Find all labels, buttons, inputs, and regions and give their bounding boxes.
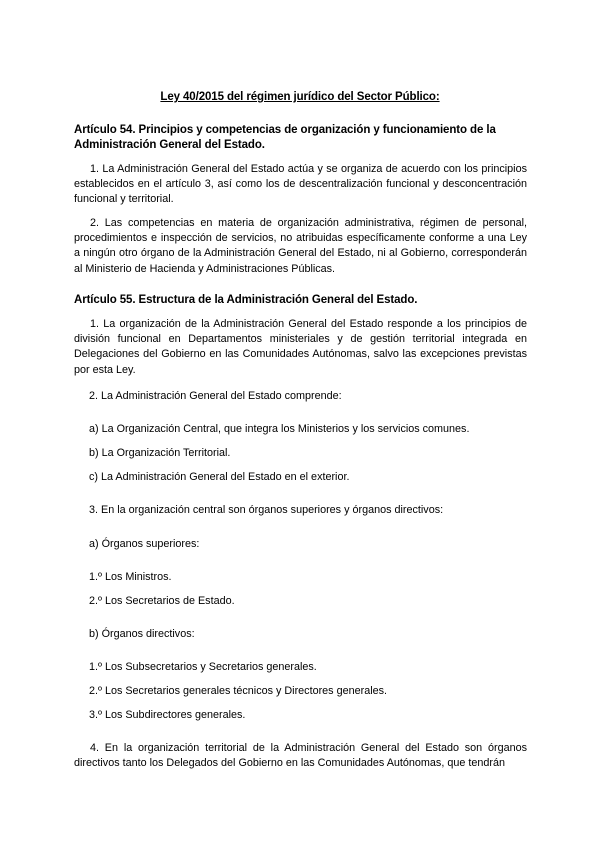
list-item-2c: c) La Administración General del Estado en el exterior.: [89, 471, 350, 483]
article-54-paragraph-2: 2. Las competencias en materia de organización administrativa, régimen de personal, procedimientos e inspección de servicios, no atribuidas específicamente conforme a una Ley a ningún otro órgano de la Administración General del Estado, ni al Gobierno, corresponderán al Ministerio de Hacienda y Administraciones Públicas.: [74, 217, 527, 275]
list-item-3b: b) Órganos directivos:: [89, 628, 195, 640]
document-title: Ley 40/2015 del régimen jurídico del Sector Público:: [160, 91, 440, 103]
list-item-2a: a) La Organización Central, que integra los Ministerios y los servicios comunes.: [89, 423, 470, 435]
article-55-paragraph-4: 4. En la organización territorial de la Administración General del Estado son órganos directivos tanto los Delegados del Gobierno en las Comunidades Autónomas, que tendrán: [74, 742, 527, 770]
list-item-3a-1: 1.º Los Ministros.: [89, 571, 172, 583]
article-54-paragraph-1: 1. La Administración General del Estado actúa y se organiza de acuerdo con los principios establecidos en el artículo 3, así como los de descentralización funcional y desconcentración funcional y territorial.: [74, 163, 527, 206]
article-55-heading: Artículo 55. Estructura de la Administración General del Estado.: [74, 294, 418, 306]
list-item-3b-2: 2.º Los Secretarios generales técnicos y Directores generales.: [89, 685, 388, 697]
list-item-3a: a) Órganos superiores:: [89, 538, 200, 550]
list-item-3a-2: 2.º Los Secretarios de Estado.: [89, 595, 235, 607]
article-54-heading: Artículo 54. Principios y competencias de organización y funcionamiento de la Administración General del Estado.: [74, 124, 496, 151]
article-55-paragraph-2: 2. La Administración General del Estado comprende:: [89, 390, 342, 402]
article-55-paragraph-3: 3. En la organización central son órganos superiores y órganos directivos:: [89, 504, 444, 516]
list-item-3b-3: 3.º Los Subdirectores generales.: [89, 709, 246, 721]
list-item-2b: b) La Organización Territorial.: [89, 447, 231, 459]
list-item-3b-1: 1.º Los Subsecretarios y Secretarios generales.: [89, 661, 317, 673]
article-55-paragraph-1: 1. La organización de la Administración General del Estado responde a los principios de división funcional en Departamentos ministeriales y de gestión territorial integrada en Delegaciones del Gobierno en las Comunidades Autónomas, salvo las excepciones previstas por esta Ley.: [74, 318, 527, 376]
